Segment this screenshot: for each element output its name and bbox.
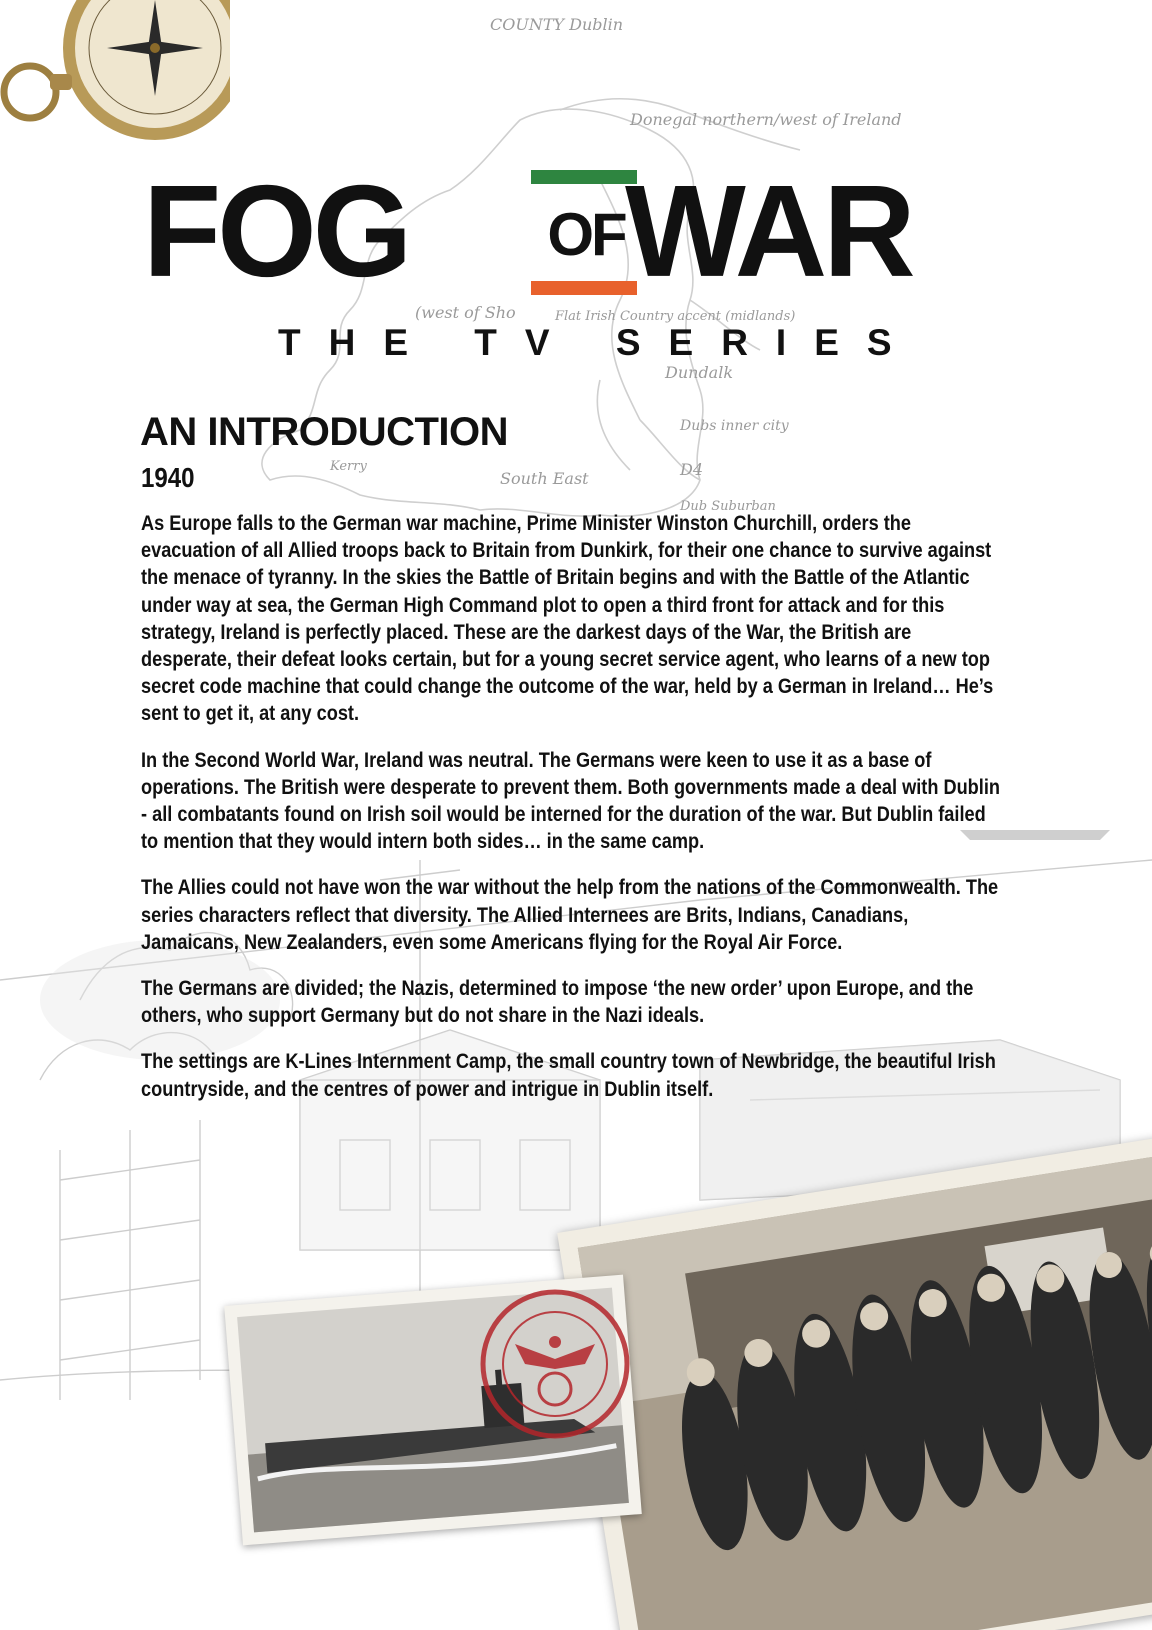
orange-stripe	[531, 281, 637, 295]
compass-icon	[0, 0, 230, 150]
map-note: Dubs inner city	[680, 418, 789, 434]
paragraph: The settings are K-Lines Internment Camp, the small country town of Newbridge, the beautiful Irish countryside, and the centres of power and intrigue in Dublin itself.	[141, 1050, 996, 1101]
title-word-of: OF	[547, 201, 625, 268]
map-note: COUNTY Dublin	[490, 15, 624, 34]
map-note: Flat Irish Country accent (midlands)	[555, 309, 796, 324]
eagle-stamp-icon	[475, 1264, 635, 1464]
green-stripe	[531, 170, 637, 184]
map-note: D4	[680, 460, 704, 479]
paragraph: The Allies could not have won the war without the help from the nations of the Commonwealth. The series characters reflect that diversity. The Allied Internees are Brits, Indians, Canadians, Jamaicans, New Zealanders, even some Americans flying for the Royal Air Force.	[141, 876, 999, 954]
intro-body	[141, 510, 1006, 1122]
paragraph: In the Second World War, Ireland was neutral. The Germans were keen to use it as a base of operations. The British were desperate to prevent them. Both governments made a deal with Dublin - all combatants found on Irish soil would be interned for the duration of the war. But Dublin failed to mention that they would intern both sides… in the same camp.	[141, 748, 1000, 854]
map-note: Kerry	[330, 459, 367, 474]
map-note: Donegal northern/west of Ireland	[630, 110, 902, 129]
title-word-fog: FOG	[143, 158, 409, 305]
section-heading: AN INTRODUCTION	[140, 410, 509, 454]
map-note: Dub Suburban	[680, 499, 776, 514]
map-note: South East	[500, 469, 589, 488]
title-word-war: WAR	[625, 158, 912, 305]
title-logo	[143, 158, 1023, 308]
paragraph: The Germans are divided; the Nazis, determined to impose ‘the new order’ upon Europe, and the others, who support Germany but do not share in the Nazi ideals.	[141, 977, 974, 1028]
year-label: 1940	[141, 462, 195, 493]
paragraph: As Europe falls to the German war machine, Prime Minister Winston Churchill, orders the evacuation of all Allied troops back to Britain from Dunkirk, for their one chance to survive against the menace of tyranny. In the skies the Battle of Britain begins and with the Battle of the Atlantic under way at sea, the German High Command plot to open a third front for attack and for this strategy, Ireland is perfectly placed. These are the darkest days of the War, the British are desperate, their defeat looks certain, but for a young secret service agent, who learns of a new top secret code machine that could change the outcome of the war, held by a German in Ireland… He’s sent to get it, at any cost.	[141, 512, 994, 726]
map-note: (west of Sho	[415, 303, 516, 322]
map-note: Dundalk	[665, 363, 734, 382]
subtitle: THE TV SERIES	[278, 322, 920, 363]
